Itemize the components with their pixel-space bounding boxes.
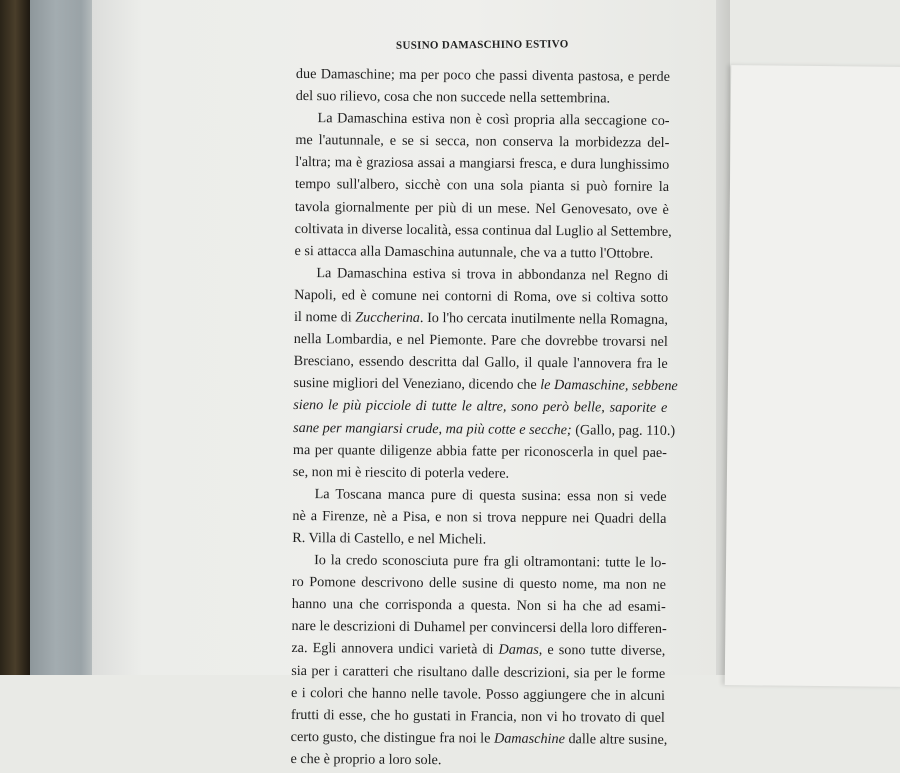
text-line xyxy=(293,483,667,508)
text-line xyxy=(291,660,665,685)
text-segment: Io la credo sconosciuta pure fra gli oltramontani: tutte le lo- xyxy=(314,552,667,571)
text-line xyxy=(292,593,666,618)
text-segment: tempo sull'albero, sicchè con una sola pianta si può fornire la xyxy=(294,176,670,196)
text-line xyxy=(295,151,669,176)
text-line xyxy=(292,505,666,530)
text-line xyxy=(296,63,670,88)
text-line xyxy=(294,328,668,353)
text-segment: il nome di xyxy=(293,309,356,326)
text-line xyxy=(295,173,669,198)
italic-text: Zuccherina xyxy=(355,309,421,327)
text-segment: . Io l'ho cercata inutilmente nella Romagna, xyxy=(419,310,669,328)
text-segment: l'altra; ma è graziosa assai a mangiarsi fresca, e dura lunghissimo xyxy=(295,154,670,174)
italic-text: Damas xyxy=(498,642,539,659)
text-line xyxy=(294,218,672,243)
text-segment: e si attacca alla Damaschina autunnale, che va a tutto l'Ottobre. xyxy=(294,242,654,262)
text-line xyxy=(293,394,667,419)
text-segment: hanno una che corrisponda a questa. Non si ha che ad esami- xyxy=(291,596,666,616)
text-segment: ma per quante diligenze abbia fatte per riconoscerla in quel pae- xyxy=(292,441,668,461)
text-segment: del suo rilievo, cosa che non succede nella settembrina. xyxy=(295,88,611,107)
text-line xyxy=(291,704,665,729)
text-segment: za. Egli annovera undici varietà di xyxy=(291,640,499,659)
text-line xyxy=(291,682,665,707)
text-segment: , e sono tutte diverse, xyxy=(538,642,666,660)
text-line xyxy=(294,350,668,375)
text-segment: tavola giornalmente per più di un mese. Nel Genovesato, ove è xyxy=(294,198,669,218)
text-segment: certo gusto, che distingue fra noi le xyxy=(290,728,495,747)
text-line xyxy=(293,439,667,464)
text-segment: Napoli, ed è comune nei contorni di Roma, ove si coltiva sotto xyxy=(294,286,669,306)
text-segment: (Gallo, pag. 110.) xyxy=(571,421,676,439)
text-segment: sia per i caratteri che risultano dalle descrizioni, sia per le forme xyxy=(291,662,666,682)
text-line xyxy=(292,549,666,574)
text-segment: coltivata in diverse località, essa continua dal Luglio al Settembre, xyxy=(294,220,672,240)
italic-text: sieno le più picciole di tutte le altre, sono però belle, saporite e xyxy=(293,397,668,417)
text-segment: ro Pomone descrivono delle susine di questo nome, ma non ne xyxy=(291,574,666,594)
italic-text: le Damaschine, sebbene xyxy=(540,377,678,395)
body-text xyxy=(290,63,678,773)
text-line xyxy=(291,637,665,662)
text-line xyxy=(293,461,667,486)
text-line xyxy=(293,372,678,397)
text-segment: nella Lombardia, e nel Piemonte. Pare che dovrebbe trovarsi nel xyxy=(293,331,668,351)
text-segment: se, non mi è riescito di poterla vedere. xyxy=(292,463,510,482)
text-segment: R. Villa di Castello, e nel Micheli. xyxy=(292,529,487,548)
cloth-binding-strip xyxy=(30,0,94,675)
facing-page xyxy=(725,65,900,687)
text-line xyxy=(294,240,668,265)
text-segment: e che è proprio a loro sole. xyxy=(290,750,442,769)
text-line xyxy=(294,262,668,287)
text-line xyxy=(292,527,666,552)
text-segment: Bresciano, essendo descritta dal Gallo, il quale l'annovera fra le xyxy=(293,353,668,373)
italic-text: sane per mangiarsi crude, ma più cotte e secche; xyxy=(293,419,572,438)
text-segment: e i colori che hanno nelle tavole. Posso aggiungere che in alcuni xyxy=(290,684,666,704)
text-segment: La Toscana manca pure di questa susina: essa non si vede xyxy=(314,485,667,505)
text-line xyxy=(294,284,668,309)
text-line xyxy=(293,416,676,441)
text-segment: me l'autunnale, e se si secca, non conserva la morbidezza del- xyxy=(295,132,670,152)
text-segment: nè a Firenze, nè a Pisa, e non si trova neppure nei Quadri della xyxy=(292,507,667,527)
text-line xyxy=(291,615,665,640)
text-line xyxy=(295,196,669,221)
text-line xyxy=(294,306,668,331)
text-line xyxy=(295,129,669,154)
text-line xyxy=(290,726,668,751)
running-title: SUSINO DAMASCHINO ESTIVO xyxy=(395,38,569,52)
text-line xyxy=(296,85,670,110)
text-segment: La Damaschina estiva si trova in abbondanza nel Regno di xyxy=(316,265,669,284)
text-segment: due Damaschine; ma per poco che passi diventa pastosa, e perde xyxy=(295,65,670,85)
italic-text: Damaschine xyxy=(493,730,565,747)
text-segment: nare le descrizioni di Duhamel per convincersi della loro differen- xyxy=(291,618,667,638)
text-segment: susine migliori del Veneziano, dicendo che xyxy=(293,375,541,394)
text-line xyxy=(292,571,666,596)
text-segment: dalle altre susine, xyxy=(564,730,668,748)
text-line xyxy=(295,107,669,132)
text-line xyxy=(290,748,664,773)
text-segment: La Damaschina estiva non è così propria alla seccagione co- xyxy=(317,110,670,130)
text-segment: frutti di esse, che ho gustati in Francia, non vi ho trovato di quel xyxy=(290,706,665,726)
